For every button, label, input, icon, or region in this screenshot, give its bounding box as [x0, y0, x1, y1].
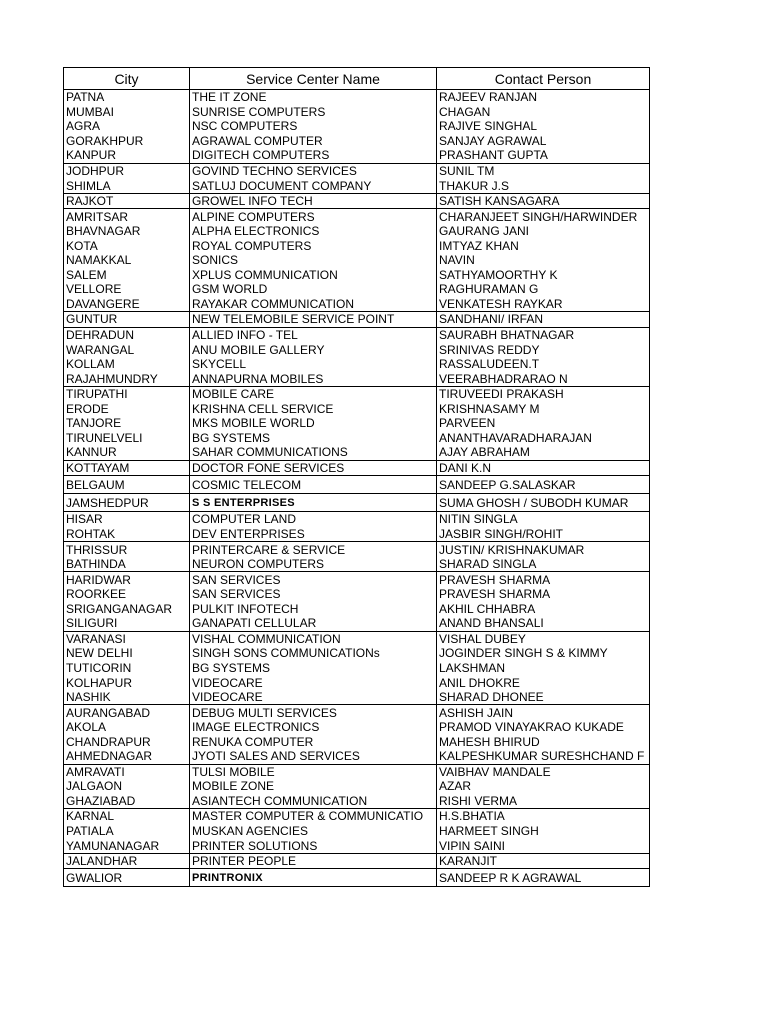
contact-person-cell: NITIN SINGLA	[437, 512, 650, 527]
service-center-cell: COMPUTER LAND	[190, 512, 437, 527]
contact-person-cell: CHAGAN	[437, 105, 650, 120]
service-center-cell: MKS MOBILE WORLD	[190, 416, 437, 431]
table-row	[64, 416, 650, 431]
table-body	[64, 90, 650, 887]
contact-person-cell: JOGINDER SINGH S & KIMMY	[437, 646, 650, 661]
city-cell: AURANGABAD	[64, 705, 190, 720]
service-center-cell: SATLUJ DOCUMENT COMPANY	[190, 178, 437, 193]
table-row	[64, 401, 650, 416]
city-cell: TIRUNELVELI	[64, 431, 190, 446]
service-center-cell: DEBUG MULTI SERVICES	[190, 705, 437, 720]
table-row	[64, 764, 650, 779]
service-center-cell: RAYAKAR COMMUNICATION	[190, 297, 437, 312]
contact-person-cell: SHARAD SINGLA	[437, 557, 650, 572]
service-center-cell: ALLIED INFO - TEL	[190, 327, 437, 342]
table-row	[64, 105, 650, 120]
city-cell: KOLHAPUR	[64, 675, 190, 690]
table-row	[64, 476, 650, 494]
city-cell: NEW DELHI	[64, 646, 190, 661]
city-cell: TIRUPATHI	[64, 386, 190, 401]
table-row	[64, 869, 650, 887]
service-center-cell: MASTER COMPUTER & COMMUNICATIO	[190, 809, 437, 824]
city-cell: AMRAVATI	[64, 764, 190, 779]
service-center-cell: NEURON COMPUTERS	[190, 557, 437, 572]
table-row	[64, 734, 650, 749]
table-row	[64, 542, 650, 557]
table-row	[64, 557, 650, 572]
service-center-cell: JYOTI SALES AND SERVICES	[190, 749, 437, 764]
contact-person-cell: PRAMOD VINAYAKRAO KUKADE	[437, 720, 650, 735]
city-cell: SHIMLA	[64, 178, 190, 193]
contact-person-cell: NAVIN	[437, 253, 650, 268]
contact-person-cell: HARMEET SINGH	[437, 824, 650, 839]
contact-person-cell: KARANJIT	[437, 853, 650, 869]
service-center-cell: ALPINE COMPUTERS	[190, 209, 437, 224]
city-cell: GORAKHPUR	[64, 134, 190, 149]
city-cell: JALANDHAR	[64, 853, 190, 869]
service-center-cell: MOBILE ZONE	[190, 779, 437, 794]
contact-person-cell: VENKATESH RAYKAR	[437, 297, 650, 312]
table-row	[64, 646, 650, 661]
city-cell: CHANDRAPUR	[64, 734, 190, 749]
table-row	[64, 431, 650, 446]
contact-person-cell: PRASHANT GUPTA	[437, 148, 650, 163]
service-center-cell: S S ENTERPRISES	[190, 494, 437, 512]
contact-person-cell: ANANTHAVARADHARAJAN	[437, 431, 650, 446]
service-center-cell: PRINTRONIX	[190, 869, 437, 887]
service-center-cell: XPLUS COMMUNICATION	[190, 268, 437, 283]
table-row	[64, 824, 650, 839]
contact-person-cell: RAJEEV RANJAN	[437, 90, 650, 105]
contact-person-cell: AKHIL CHHABRA	[437, 602, 650, 617]
table-row	[64, 853, 650, 869]
service-center-cell: ANNAPURNA MOBILES	[190, 371, 437, 386]
table-row	[64, 90, 650, 105]
contact-person-cell: SUMA GHOSH / SUBODH KUMAR	[437, 494, 650, 512]
contact-person-cell: TIRUVEEDI PRAKASH	[437, 386, 650, 401]
table-row	[64, 163, 650, 178]
contact-person-cell: JASBIR SINGH/ROHIT	[437, 527, 650, 542]
header-row	[64, 68, 650, 90]
contact-person-cell: SANJAY AGRAWAL	[437, 134, 650, 149]
city-cell: DAVANGERE	[64, 297, 190, 312]
city-cell: PATIALA	[64, 824, 190, 839]
city-cell: HISAR	[64, 512, 190, 527]
service-center-cell: VIDEOCARE	[190, 690, 437, 705]
service-center-cell: THE IT ZONE	[190, 90, 437, 105]
contact-person-cell: PRAVESH SHARMA	[437, 572, 650, 587]
table-row	[64, 494, 650, 512]
table-row	[64, 134, 650, 149]
table-row	[64, 224, 650, 239]
service-center-cell: NEW TELEMOBILE SERVICE POINT	[190, 312, 437, 328]
table-row	[64, 445, 650, 460]
city-cell: PATNA	[64, 90, 190, 105]
header-city: City	[64, 68, 190, 90]
service-center-cell: VIDEOCARE	[190, 675, 437, 690]
contact-person-cell: VISHAL DUBEY	[437, 631, 650, 646]
contact-person-cell: ANIL DHOKRE	[437, 675, 650, 690]
city-cell: HARIDWAR	[64, 572, 190, 587]
contact-person-cell: SANDHANI/ IRFAN	[437, 312, 650, 328]
city-cell: JAMSHEDPUR	[64, 494, 190, 512]
contact-person-cell: SATHYAMOORTHY K	[437, 268, 650, 283]
city-cell: WARANGAL	[64, 342, 190, 357]
city-cell: TUTICORIN	[64, 661, 190, 676]
service-center-cell: MUSKAN AGENCIES	[190, 824, 437, 839]
table-row	[64, 119, 650, 134]
contact-person-cell: JUSTIN/ KRISHNAKUMAR	[437, 542, 650, 557]
contact-person-cell: SANDEEP G.SALASKAR	[437, 476, 650, 494]
city-cell: VARANASI	[64, 631, 190, 646]
service-center-cell: GROWEL INFO TECH	[190, 193, 437, 209]
table-row	[64, 794, 650, 809]
table-row	[64, 282, 650, 297]
service-center-cell: DIGITECH COMPUTERS	[190, 148, 437, 163]
city-cell: JODHPUR	[64, 163, 190, 178]
city-cell: AKOLA	[64, 720, 190, 735]
header-contact-person: Contact Person	[437, 68, 650, 90]
city-cell: NASHIK	[64, 690, 190, 705]
city-cell: TANJORE	[64, 416, 190, 431]
service-center-cell: GOVIND TECHNO SERVICES	[190, 163, 437, 178]
contact-person-cell: SATISH KANSAGARA	[437, 193, 650, 209]
contact-person-cell: VEERABHADRARAO N	[437, 371, 650, 386]
service-center-cell: PRINTER PEOPLE	[190, 853, 437, 869]
city-cell: GUNTUR	[64, 312, 190, 328]
service-center-cell: GANAPATI CELLULAR	[190, 616, 437, 631]
table-row	[64, 675, 650, 690]
table-row	[64, 720, 650, 735]
contact-person-cell: RASSALUDEEN.T	[437, 357, 650, 372]
table-row	[64, 572, 650, 587]
city-cell: SRIGANGANAGAR	[64, 602, 190, 617]
contact-person-cell: SUNIL TM	[437, 163, 650, 178]
table-row	[64, 238, 650, 253]
table-row	[64, 148, 650, 163]
city-cell: ERODE	[64, 401, 190, 416]
city-cell: KOTA	[64, 238, 190, 253]
table-row	[64, 327, 650, 342]
contact-person-cell: ASHISH JAIN	[437, 705, 650, 720]
service-center-cell: PRINTER SOLUTIONS	[190, 838, 437, 853]
table-row	[64, 749, 650, 764]
city-cell: SALEM	[64, 268, 190, 283]
city-cell: AGRA	[64, 119, 190, 134]
table-row	[64, 268, 650, 283]
table-row	[64, 193, 650, 209]
service-center-cell: ALPHA ELECTRONICS	[190, 224, 437, 239]
table-row	[64, 312, 650, 328]
table-row	[64, 661, 650, 676]
header-service-center-name: Service Center Name	[190, 68, 437, 90]
table-row	[64, 460, 650, 476]
table-row	[64, 357, 650, 372]
city-cell: AHMEDNAGAR	[64, 749, 190, 764]
table-row	[64, 527, 650, 542]
service-center-cell: SINGH SONS COMMUNICATIONs	[190, 646, 437, 661]
service-center-cell: SKYCELL	[190, 357, 437, 372]
city-cell: KANPUR	[64, 148, 190, 163]
table-row	[64, 386, 650, 401]
service-center-cell: IMAGE ELECTRONICS	[190, 720, 437, 735]
city-cell: YAMUNANAGAR	[64, 838, 190, 853]
service-center-cell: TULSI MOBILE	[190, 764, 437, 779]
city-cell: NAMAKKAL	[64, 253, 190, 268]
table-row	[64, 616, 650, 631]
contact-person-cell: GAURANG JANI	[437, 224, 650, 239]
contact-person-cell: MAHESH BHIRUD	[437, 734, 650, 749]
contact-person-cell: KALPESHKUMAR SURESHCHAND F	[437, 749, 650, 764]
service-center-cell: COSMIC TELECOM	[190, 476, 437, 494]
city-cell: KANNUR	[64, 445, 190, 460]
service-center-cell: SAN SERVICES	[190, 587, 437, 602]
contact-person-cell: VIPIN SAINI	[437, 838, 650, 853]
service-center-cell: NSC COMPUTERS	[190, 119, 437, 134]
contact-person-cell: PARVEEN	[437, 416, 650, 431]
service-center-cell: PULKIT INFOTECH	[190, 602, 437, 617]
service-center-cell: ASIANTECH COMMUNICATION	[190, 794, 437, 809]
service-center-cell: BG SYSTEMS	[190, 661, 437, 676]
table-row	[64, 631, 650, 646]
city-cell: MUMBAI	[64, 105, 190, 120]
contact-person-cell: KRISHNASAMY M	[437, 401, 650, 416]
service-center-cell: GSM WORLD	[190, 282, 437, 297]
contact-person-cell: LAKSHMAN	[437, 661, 650, 676]
city-cell: BELGAUM	[64, 476, 190, 494]
city-cell: THRISSUR	[64, 542, 190, 557]
city-cell: KOLLAM	[64, 357, 190, 372]
service-center-cell: DOCTOR FONE SERVICES	[190, 460, 437, 476]
table-row	[64, 587, 650, 602]
contact-person-cell: RAJIVE SINGHAL	[437, 119, 650, 134]
table-row	[64, 342, 650, 357]
service-center-cell: SAHAR COMMUNICATIONS	[190, 445, 437, 460]
contact-person-cell: SANDEEP R K AGRAWAL	[437, 869, 650, 887]
table-row	[64, 705, 650, 720]
city-cell: GHAZIABAD	[64, 794, 190, 809]
city-cell: JALGAON	[64, 779, 190, 794]
contact-person-cell: SRINIVAS REDDY	[437, 342, 650, 357]
contact-person-cell: AZAR	[437, 779, 650, 794]
city-cell: ROHTAK	[64, 527, 190, 542]
contact-person-cell: SHARAD DHONEE	[437, 690, 650, 705]
city-cell: RAJAHMUNDRY	[64, 371, 190, 386]
contact-person-cell: VAIBHAV MANDALE	[437, 764, 650, 779]
service-center-cell: BG SYSTEMS	[190, 431, 437, 446]
contact-person-cell: AJAY ABRAHAM	[437, 445, 650, 460]
city-cell: DEHRADUN	[64, 327, 190, 342]
service-center-cell: RENUKA COMPUTER	[190, 734, 437, 749]
service-center-cell: KRISHNA CELL SERVICE	[190, 401, 437, 416]
contact-person-cell: IMTYAZ KHAN	[437, 238, 650, 253]
service-center-cell: SONICS	[190, 253, 437, 268]
table-row	[64, 779, 650, 794]
contact-person-cell: THAKUR J.S	[437, 178, 650, 193]
city-cell: BATHINDA	[64, 557, 190, 572]
service-center-cell: SUNRISE COMPUTERS	[190, 105, 437, 120]
table-row	[64, 838, 650, 853]
table-row	[64, 253, 650, 268]
contact-person-cell: ANAND BHANSALI	[437, 616, 650, 631]
service-center-table	[63, 67, 650, 887]
table-row	[64, 297, 650, 312]
service-center-cell: SAN SERVICES	[190, 572, 437, 587]
service-center-cell: PRINTERCARE & SERVICE	[190, 542, 437, 557]
service-center-cell: ANU MOBILE GALLERY	[190, 342, 437, 357]
table-row	[64, 602, 650, 617]
contact-person-cell: SAURABH BHATNAGAR	[437, 327, 650, 342]
city-cell: ROORKEE	[64, 587, 190, 602]
table-row	[64, 512, 650, 527]
contact-person-cell: RAGHURAMAN G	[437, 282, 650, 297]
service-center-sheet	[63, 67, 649, 887]
table-row	[64, 371, 650, 386]
contact-person-cell: RISHI VERMA	[437, 794, 650, 809]
city-cell: BHAVNAGAR	[64, 224, 190, 239]
table-row	[64, 209, 650, 224]
service-center-cell: VISHAL COMMUNICATION	[190, 631, 437, 646]
city-cell: RAJKOT	[64, 193, 190, 209]
contact-person-cell: PRAVESH SHARMA	[437, 587, 650, 602]
city-cell: KOTTAYAM	[64, 460, 190, 476]
table-row	[64, 690, 650, 705]
service-center-cell: MOBILE CARE	[190, 386, 437, 401]
contact-person-cell: DANI K.N	[437, 460, 650, 476]
city-cell: GWALIOR	[64, 869, 190, 887]
contact-person-cell: H.S.BHATIA	[437, 809, 650, 824]
table-row	[64, 809, 650, 824]
service-center-cell: ROYAL COMPUTERS	[190, 238, 437, 253]
city-cell: SILIGURI	[64, 616, 190, 631]
service-center-cell: AGRAWAL COMPUTER	[190, 134, 437, 149]
city-cell: AMRITSAR	[64, 209, 190, 224]
city-cell: KARNAL	[64, 809, 190, 824]
city-cell: VELLORE	[64, 282, 190, 297]
contact-person-cell: CHARANJEET SINGH/HARWINDER	[437, 209, 650, 224]
service-center-cell: DEV ENTERPRISES	[190, 527, 437, 542]
table-row	[64, 178, 650, 193]
